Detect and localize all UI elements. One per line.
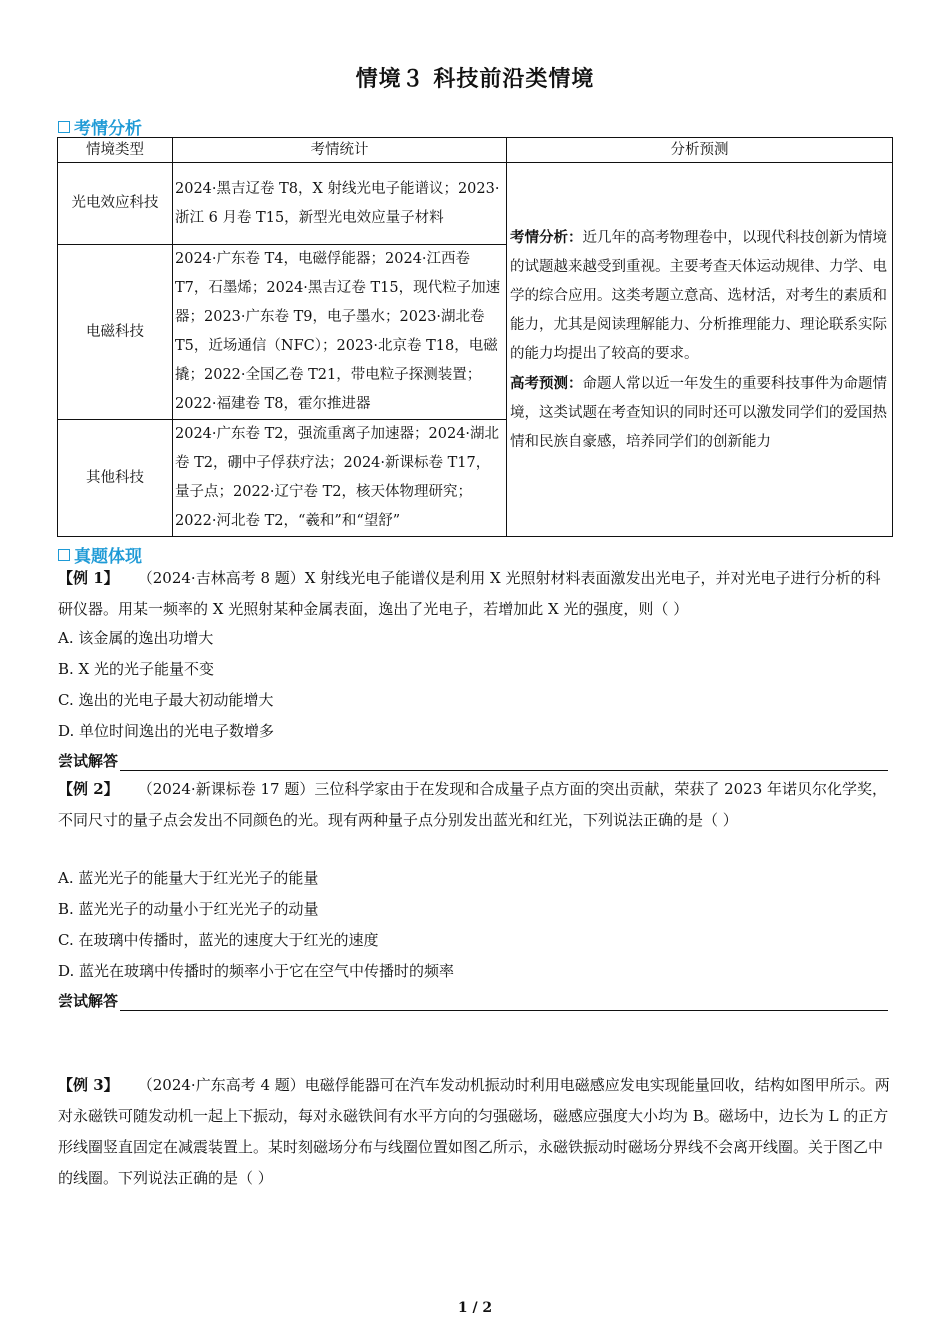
example-1-option-c: C. 逸出的光电子最大初动能增大 xyxy=(58,691,274,709)
example-source: （2024·广东高考 4 题） xyxy=(137,1076,305,1094)
analysis-text: 近几年的高考物理卷中，以现代科技创新为情境的试题越来越受到重视。主要考查天体运动规律、力学、电学的综合应用。这类考题立意高、选材活，对考生的素质和能力，尤其是阅读理解能力、分析推理能力、理论联系实际的能力均提出了较高的要求。 xyxy=(510,229,887,362)
example-source: （2024·吉林高考 8 题） xyxy=(137,569,305,587)
table-cell-analysis xyxy=(507,163,893,537)
table-header: 分析预测 xyxy=(507,138,893,163)
example-2-option-b: B. 蓝光光子的动量小于红光光子的动量 xyxy=(58,900,319,918)
table-header: 情境类型 xyxy=(58,138,173,163)
analysis-table xyxy=(57,137,893,537)
example-1-option-d: D. 单位时间逸出的光电子数增多 xyxy=(58,722,275,740)
section-heading-text: 真题体现 xyxy=(74,547,142,567)
try-answer-2[interactable] xyxy=(58,990,888,1011)
table-cell-type: 电磁科技 xyxy=(58,245,173,420)
table-header: 考情统计 xyxy=(173,138,507,163)
table-header-row xyxy=(58,138,893,163)
example-2-option-d: D. 蓝光在玻璃中传播时的频率小于它在空气中传播时的频率 xyxy=(58,962,455,980)
table-cell-type: 光电效应科技 xyxy=(58,163,173,245)
example-1-option-b: B. X 光的光子能量不变 xyxy=(58,660,215,678)
example-1-question xyxy=(58,563,894,625)
checkbox-square-icon xyxy=(58,121,70,133)
checkbox-square-icon xyxy=(58,549,70,561)
try-answer-label: 尝试解答 xyxy=(58,992,119,1010)
forecast-text: 命题人常以近一年发生的重要科技事件为命题情境，这类试题在考查知识的同时还可以激发同学们的爱国热情和民族自豪感，培养同学们的创新能力 xyxy=(510,375,887,450)
try-answer-1[interactable] xyxy=(58,750,888,771)
example-text: 三位科学家由于在发现和合成量子点方面的突出贡献，荣获了 2023 年诺贝尔化学奖，不同尺寸的量子点会发出不同颜色的光。现有两种量子点分别发出蓝光和红光，下列说法正确的是（ ） xyxy=(58,780,888,829)
table-cell-stats: 2024·广东卷 T2，强流重离子加速器；2024·湖北卷 T2，硼中子俘获疗法；2024·新课标卷 T17，量子点；2022·辽宁卷 T2，核天体物理研究；2022·河北卷 T2，“羲和”和“望舒” xyxy=(173,420,507,537)
example-3-question xyxy=(58,1070,894,1194)
forecast-label: 高考预测： xyxy=(510,374,583,392)
answer-line[interactable] xyxy=(120,992,888,1011)
table-cell-stats: 2024·黑吉辽卷 T8，X 射线光电子能谱议；2023·浙江 6 月卷 T15，新型光电效应量子材料 xyxy=(173,163,507,245)
table-cell-type: 其他科技 xyxy=(58,420,173,537)
example-2-question xyxy=(58,774,894,836)
example-label: 【例 1】 xyxy=(58,569,119,587)
example-source: （2024·新课标卷 17 题） xyxy=(137,780,315,798)
example-1-option-a: A. 该金属的逸出功增大 xyxy=(58,629,214,647)
example-text: 电磁俘能器可在汽车发动机振动时利用电磁感应发电实现能量回收，结构如图甲所示。两对永磁铁可随发动机一起上下振动，每对永磁铁间有水平方向的匀强磁场，磁感应强度大小均为 B。磁场中，边长为 L 的正方形线圈竖直固定在减震装置上。某时刻磁场分布与线圈位置如图乙所示，永磁铁振动时磁场分界线不会离开线圈。关于图乙中的线圈。下列说法正确的是（ ） xyxy=(58,1076,890,1187)
example-2-option-a: A. 蓝光光子的能量大于红光光子的能量 xyxy=(58,869,319,887)
analysis-label: 考情分析： xyxy=(510,228,583,246)
page-title: 情境３ 科技前沿类情境 xyxy=(355,66,595,92)
section-heading-analysis xyxy=(58,114,142,139)
try-answer-label: 尝试解答 xyxy=(58,752,119,770)
page-number: 1 / 2 xyxy=(457,1300,493,1316)
table-row xyxy=(58,163,893,245)
example-label: 【例 3】 xyxy=(58,1076,119,1094)
example-text: X 射线光电子能谱仪是利用 X 光照射材料表面激发出光电子，并对光电子进行分析的科研仪器。用某一频率的 X 光照射某种金属表面，逸出了光电子，若增加此 X 光的强度，则（ ） xyxy=(58,569,881,618)
example-label: 【例 2】 xyxy=(58,780,119,798)
example-2-option-c: C. 在玻璃中传播时，蓝光的速度大于红光的速度 xyxy=(58,931,379,949)
table-cell-stats: 2024·广东卷 T4，电磁俘能器；2024·江西卷 T7，石墨烯；2024·黑吉辽卷 T15，现代粒子加速器；2023·广东卷 T9，电子墨水；2023·湖北卷 T5，近场通信（NFC）；2023·北京卷 T18，电磁撬；2022·全国乙卷 T21，带电粒子探测装置；2022·福建卷 T8，霍尔推进器 xyxy=(173,245,507,420)
section-heading-text: 考情分析 xyxy=(74,119,142,139)
answer-line[interactable] xyxy=(120,752,888,771)
